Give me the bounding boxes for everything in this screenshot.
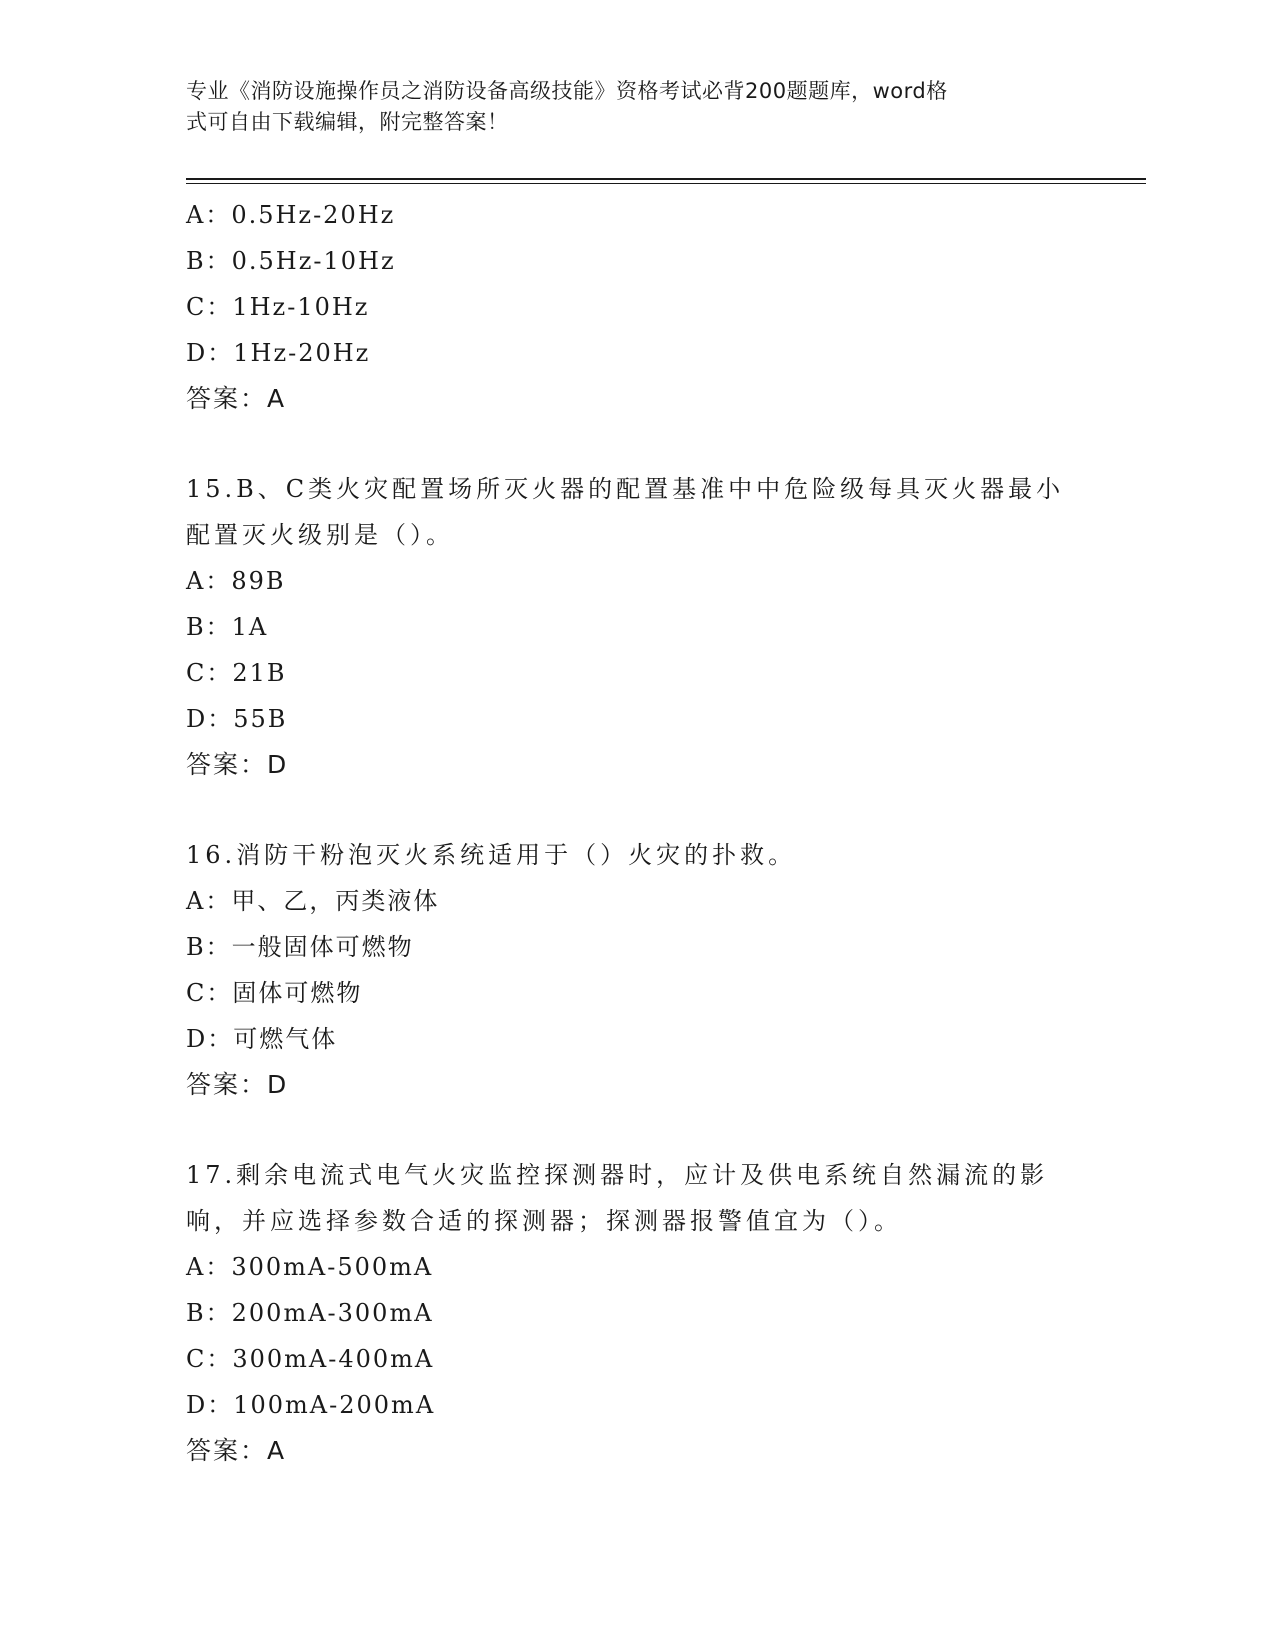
option-d: D：100mA-200mA bbox=[186, 1391, 436, 1419]
question-14 bbox=[186, 192, 1086, 422]
question-stem-line-1: 15.B、C类火灾配置场所灭火器的配置基准中中危险级每具灭火器最小 bbox=[186, 475, 1065, 503]
option-c: C：21B bbox=[186, 659, 287, 687]
option-a: A：300mA-500mA bbox=[186, 1253, 434, 1281]
spacer bbox=[186, 788, 1086, 832]
header-line-1: 专业《消防设施操作员之消防设备高级技能》资格考试必背200题题库，word格 bbox=[186, 79, 948, 103]
answer-line: 答案：D bbox=[186, 750, 289, 779]
option-a: A：0.5Hz-20Hz bbox=[186, 201, 396, 229]
answer-line: 答案：A bbox=[186, 384, 287, 413]
question-stem-line-2: 配置灭火级别是（）。 bbox=[186, 521, 454, 549]
answer-line: 答案：D bbox=[186, 1070, 289, 1099]
header-divider-thin bbox=[186, 183, 1146, 184]
option-d: D：1Hz-20Hz bbox=[186, 339, 371, 367]
option-c: C：1Hz-10Hz bbox=[186, 293, 370, 321]
header-line-2: 式可自由下载编辑，附完整答案！ bbox=[186, 110, 509, 134]
option-d: D：55B bbox=[186, 705, 288, 733]
option-c: C：固体可燃物 bbox=[186, 979, 363, 1007]
option-c: C：300mA-400mA bbox=[186, 1345, 435, 1373]
option-b: B：0.5Hz-10Hz bbox=[186, 247, 396, 275]
question-17 bbox=[186, 1152, 1086, 1474]
header-divider-thick bbox=[186, 178, 1146, 180]
question-15 bbox=[186, 466, 1086, 788]
option-b: B：一般固体可燃物 bbox=[186, 933, 414, 961]
question-stem-line-2: 响，并应选择参数合适的探测器；探测器报警值宜为（）。 bbox=[186, 1207, 902, 1235]
question-stem-line-1: 16.消防干粉泡灭火系统适用于（）火灾的扑救。 bbox=[186, 841, 797, 869]
option-a: A：89B bbox=[186, 567, 286, 595]
spacer bbox=[186, 422, 1086, 466]
document-header bbox=[186, 76, 1086, 138]
option-a: A：甲、乙，丙类液体 bbox=[186, 887, 440, 915]
spacer bbox=[186, 1108, 1086, 1152]
question-list bbox=[186, 192, 1086, 1474]
option-b: B：200mA-300mA bbox=[186, 1299, 434, 1327]
question-stem-line-1: 17.剩余电流式电气火灾监控探测器时，应计及供电系统自然漏流的影 bbox=[186, 1161, 1049, 1189]
answer-line: 答案：A bbox=[186, 1436, 287, 1465]
option-b: B：1A bbox=[186, 613, 269, 641]
option-d: D：可燃气体 bbox=[186, 1025, 338, 1053]
question-16 bbox=[186, 832, 1086, 1108]
